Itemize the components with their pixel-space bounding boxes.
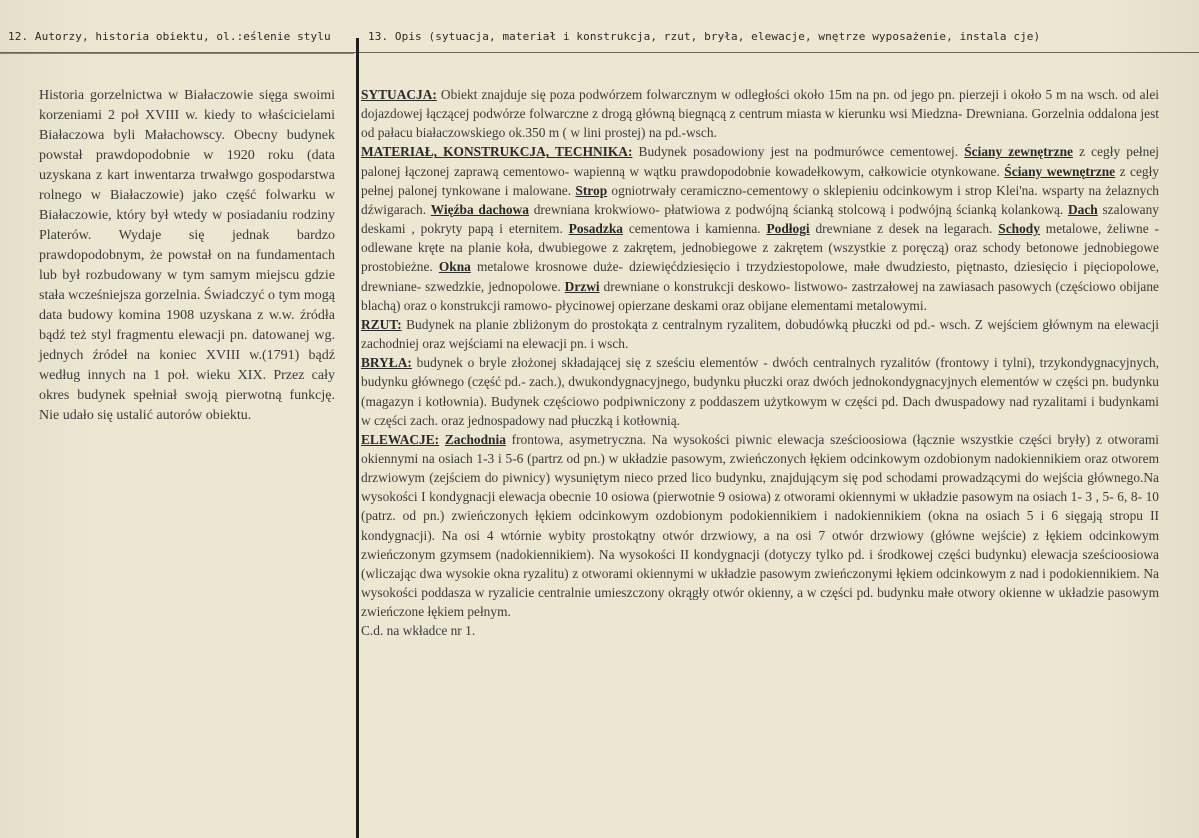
- rzut-text: Budynek na planie zbliżonym do prostokąta z centralnym ryzalitem, dobudówką płuczki od pd.- wsch. Z wejściem głównym na elewacji zachodniej oraz wejściami na elewacji pn. i wsch.: [361, 316, 1159, 352]
- material-text: z cegły pełnej palonej łączonej zaprawą cementowo- wapienną w wątku prawdopodobnie kowadełkowym, całkowicie otynkowane.: [361, 144, 1159, 179]
- sytuacja-label: SYTUACJA:: [361, 87, 437, 102]
- material-label: MATERIAŁ, KONSTRUKCJA, TECHNIKA:: [361, 144, 633, 160]
- elewacje-label: ELEWACJE:: [361, 431, 440, 447]
- material-text: drewniane o konstrukcji deskowo- listwowo- zastrzałowej na zawiasach pasowych (częściowo obijane blachą) oraz o konstrukcji ramowo- płycinowej opierzane deskami oraz obijane elementami metalowymi.: [361, 278, 1160, 313]
- sciany-wewnetrzne-label: Ściany wewnętrzne: [1004, 163, 1116, 179]
- material-text: drewniane z desek na legarach.: [809, 221, 999, 237]
- bryla-label: BRYŁA:: [361, 355, 412, 371]
- zachodnia-label: Zachodnia: [444, 431, 506, 447]
- history-text: Historia gorzelnictwa w Białaczowie sięga swoimi korzeniami 2 poł XVIII w. kiedy to właścicielami Białaczowa byli Małachowscy. Obecny budynek powstał prawdopodobnie w 1920 roku (data uzyskana z kart inwentarza trwałwgo gospodarstwa rolnego w Białaczowie) jako część folwarku w Białaczowie, który był wtedy w posiadaniu rodziny Platerów. Wydaje się jednak bardzo prawdopodobnym, że powstał on na fundamentach lub był rozbudowany w tym samym miejscu gdzie stała wcześniejsza gorzelnia. Świadczyć o tym mogą data budowy komina 1908 uzyskana z w.w. źródła bądź też styl fragmentu elewacji pn. datowanej wg. jednych źródeł na koniec XVIII w.(1791) bądź według innych na 1 poł. wieku XIX. Przez cały okres budynek spełniał swoją pierwotną funkcję. Nie udało się ustalić autorów obiektu.: [39, 88, 335, 423]
- elewacje-paragraph: [361, 430, 1159, 622]
- material-text: ogniotrwały ceramiczno-cementowy o sklepieniu odcinkowym i strop Klei'na. wsparty na żelaznych dźwigarach.: [361, 182, 1159, 217]
- material-text: metalowe, żeliwne - odlewane kręte na planie koła, dwubiegowe z zakrętem, jednobiegowe z zakrętem (wszystkie z poręczą) oraz schody betonowe jednobiegowe prostobieżne.: [361, 221, 1159, 275]
- podlogi-label: Podłogi: [766, 221, 810, 237]
- sytuacja-text: Obiekt znajduje się poza podwórzem folwarcznym w odległości około 15m na pn. od jego pn. pierzeji i około 5 m na wsch. od alei dojazdowej łączącej podwórze folwarczne z drogą główną biegnącą z centrum miasta w kierunku wsi Miedzna- Drewniana. Gorzelnia oddalona jest od pałacu białaczowskiego ok.350 m ( w lini prostej) na pd.-wsch.: [361, 87, 1159, 141]
- elewacje-text: frontowa, asymetryczna. Na wysokości piwnic elewacja sześcioosiowa (łącznie wszystkie części bryły) z otworami okiennymi na osiach 1-3 i 5-6 (partrz od pn.) w układzie pasowym, zwieńczonych łękiem odcinkowym ozdobionym nadokiennikiem oraz otworem drzwiowym (zejściem do piwnicy) wysuniętym nieco przed lico budynku, znajdującym się pod schodami prowadzącymi do wejścia głównego.Na wysokości I kondygnacji elewacja obecnie 10 osiowa (pierwotnie 9 osiowa) z otworami okiennymi w układzie pasowym na osiach 1- 3 , 5- 6, 8- 10 (patrz. od pn.) zwieńczonych łękiem odcinkowym ozdobionym podokiennikiem i nadokiennikiem (okna na osiach 5 i 6 sięgają stropu II kondygnacji). Na osi 4 wtórnie wybity prostokątny otwór drzwiowy, a na osi 7 otwór drzwiowy (główne wejście) z łękiem odcinkowym zwieńczonym gzymsem (nadokiennikiem). Na wysokości II kondygnacji (dotyczy tylko pd. i środkowej części budynku) elewacja sześcioosiowa (wliczając dwa wysokie okna ryzalitu) z otworami okiennymi w układzie pasowym zwieńczonymi łękiem odcinkowym z nad i podokiennikiem. Na wysokości poddasza w ryzalicie centralnie umieszczony okrągły otwór okienny, a w części pd. budynku małe otwory okienne w układzie pasowym zwieńczone łękiem pełnym.: [361, 431, 1159, 620]
- strop-label: Strop: [575, 182, 608, 198]
- bryla-text: budynek o bryle złożonej składającej się z sześciu elementów - dwóch centralnych ryzalitów (frontowy i tylni), trzykondygnacyjnych, budynku głównego (część pd.- zach.), dwukondygnacyjnego, budynku płuczki oraz dwóch jednokondygnacyjnych elementów w części pn. budynku (magazyn i kotłownia). Budynek częściowo podpiwniczony z poddaszem użytkowym w części pd. Dach dwuspadowy nad ryzalitami i budynkami w części zach. oraz jednospadowy nad płuczką i kotłownią.: [361, 355, 1159, 428]
- material-text: drewniana krokwiowo- płatwiowa z podwójną ścianką stolcową i podwójną ścianką kolankową.: [529, 201, 1068, 217]
- column-divider: [356, 38, 359, 838]
- bryla-paragraph: [361, 353, 1159, 430]
- posadzka-label: Posadzka: [568, 221, 623, 237]
- dach-label: Dach: [1067, 201, 1098, 217]
- history-column: [39, 86, 335, 426]
- material-text: cementowa i kamienna.: [622, 221, 767, 237]
- material-paragraph: [361, 142, 1159, 314]
- sciany-zewnetrzne-label: Ściany zewnętrzne: [964, 144, 1073, 160]
- sytuacja-paragraph: [361, 85, 1159, 142]
- rzut-paragraph: [361, 315, 1159, 353]
- description-column: [361, 85, 1159, 641]
- header-rule-left: [0, 53, 354, 54]
- material-text: Budynek posadowiony jest na podmurówce cementowej.: [632, 144, 965, 160]
- continued-note: C.d. na wkładce nr 1.: [361, 623, 476, 639]
- rzut-label: RZUT:: [361, 316, 402, 332]
- section-13-heading: 13. Opis (sytuacja, materiał i konstrukcja, rzut, bryła, elewacje, wnętrze wyposażenie, instala cje): [368, 30, 1041, 43]
- okna-label: Okna: [438, 259, 471, 275]
- wiezba-label: Więźba dachowa: [430, 201, 529, 217]
- drzwi-label: Drzwi: [564, 278, 600, 294]
- material-text: szalowany deskami , pokryty papą i eternitem.: [361, 201, 1159, 237]
- material-text: metalowe krosnowe duże- dziewięćdziesięcio i trzydziestopolowe, małe dwudziesto, piętnasto, dziesięcio i pięciopolowe, drewniane- szwedzkie, jednopolowe.: [361, 259, 1159, 294]
- section-12-heading: 12. Autorzy, historia obiektu, ol.:eślenie stylu: [8, 30, 331, 43]
- schody-label: Schody: [998, 221, 1040, 237]
- material-text: z cegły pełnej palonej tynkowane i malowane.: [361, 163, 1159, 198]
